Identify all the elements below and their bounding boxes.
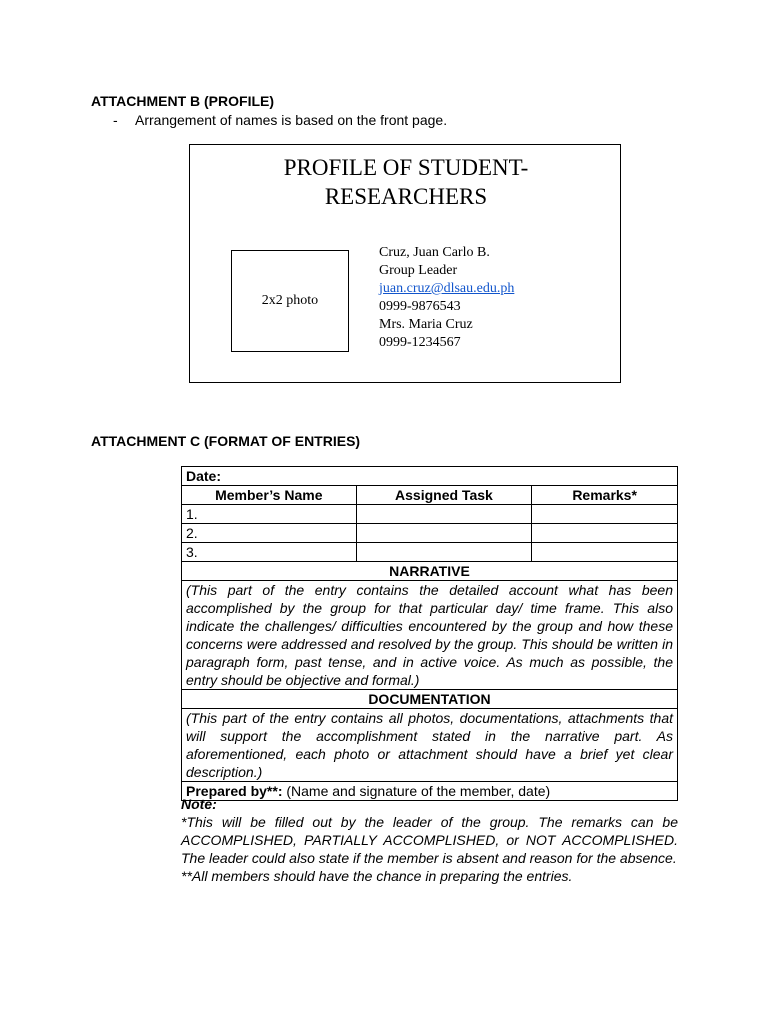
prepared-by-text: (Name and signature of the member, date) [282, 783, 551, 799]
assigned-task-cell [356, 543, 532, 562]
photo-label: 2x2 photo [261, 293, 319, 308]
note-title: Note: [181, 796, 217, 812]
date-label: Date: [182, 467, 678, 486]
assigned-task-cell [356, 524, 532, 543]
table-row [182, 524, 678, 543]
profile-title-line1: PROFILE OF STUDENT- [283, 155, 529, 180]
row-number: 2. [182, 524, 357, 543]
documentation-text: (This part of the entry contains all photos, documentations, attachments that will support the accomplishment stated in the narrative part. As aforementioned, each photo or attachment should have a brief yet clear description.) [182, 709, 678, 782]
prepared-by-label: Prepared by**: [186, 783, 283, 799]
profile-card [189, 144, 621, 383]
bullet-dash: - [113, 112, 118, 128]
remarks-cell [532, 524, 678, 543]
entries-format-table [181, 466, 678, 801]
profile-title-line2: RESEARCHERS [324, 184, 488, 209]
parent-phone: 0999-1234567 [379, 335, 461, 350]
table-row [182, 505, 678, 524]
row-number: 1. [182, 505, 357, 524]
student-phone: 0999-9876543 [379, 299, 461, 314]
parent-name: Mrs. Maria Cruz [379, 317, 473, 332]
table-row [182, 543, 678, 562]
narrative-heading: NARRATIVE [182, 562, 678, 581]
attachment-c-heading: ATTACHMENT C (FORMAT OF ENTRIES) [91, 433, 361, 449]
attachment-b-heading: ATTACHMENT B (PROFILE) [91, 93, 275, 109]
student-role: Group Leader [379, 263, 458, 278]
assigned-task-cell [356, 505, 532, 524]
column-header-assigned-task: Assigned Task [356, 486, 532, 505]
note-members: **All members should have the chance in preparing the entries. [181, 868, 573, 884]
notes-section [181, 795, 678, 885]
remarks-cell [532, 505, 678, 524]
column-header-remarks: Remarks* [532, 486, 678, 505]
student-name: Cruz, Juan Carlo B. [379, 245, 490, 260]
photo-placeholder [231, 250, 349, 352]
profile-title [190, 153, 622, 211]
remarks-cell [532, 543, 678, 562]
narrative-text: (This part of the entry contains the detailed account what has been accomplished by the group for that particular day/ time frame. This also indicate the challenges/ difficulties encountered by the group and how these concerns were addressed and resolved by the group. This should be written in paragraph form, past tense, and in active voice. As much as possible, the entry should be objective and formal.) [182, 581, 678, 690]
student-email-link[interactable]: juan.cruz@dlsau.edu.ph [379, 281, 515, 296]
column-header-members-name: Member’s Name [182, 486, 357, 505]
row-number: 3. [182, 543, 357, 562]
documentation-heading: DOCUMENTATION [182, 690, 678, 709]
profile-details [379, 244, 514, 352]
note-remarks: *This will be filled out by the leader of the group. The remarks can be ACCOMPLISHED, PARTIALLY ACCOMPLISHED, or NOT ACCOMPLISHED. The leader could also state if the member is absent and reason for the absence. [181, 814, 678, 866]
bullet-text: Arrangement of names is based on the front page. [135, 112, 448, 128]
